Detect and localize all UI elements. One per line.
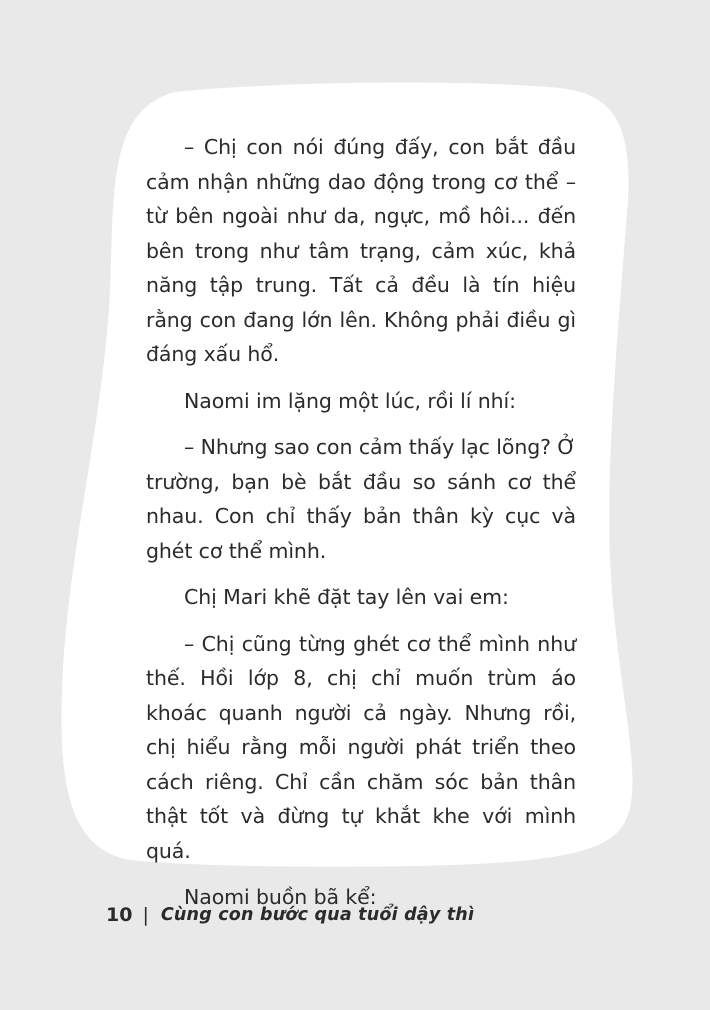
- paragraph-2: Naomi im lặng một lúc, rồi lí nhí:: [184, 388, 516, 413]
- page-footer: [106, 900, 474, 930]
- paragraph-4: Chị Mari khẽ đặt tay lên vai em:: [184, 585, 509, 609]
- body-text: [146, 130, 576, 927]
- paragraph-3: – Nhưng sao con cảm thấy lạc lõng? Ở trường, bạn bè bắt đầu so sánh cơ thể nhau. Con chỉ thấy bản thân kỳ cục và ghét cơ thể mình.: [146, 435, 576, 563]
- page-number: 10: [106, 904, 133, 926]
- book-title: Cùng con bước qua tuổi dậy thì: [160, 905, 475, 925]
- paragraph-6: Naomi buồn bã kể:: [184, 885, 377, 909]
- paragraph-5: – Chị cũng từng ghét cơ thể mình như thế. Hồi lớp 8, chị chỉ muốn trùm áo khoác quanh người cả ngày. Nhưng rồi, chị hiểu rằng mỗi người phát triển theo cách riêng. Chỉ cần chăm sóc bản thân thật tốt và đừng tự khắt khe với mình quá.: [146, 631, 576, 863]
- paragraph-1: – Chị con nói đúng đấy, con bắt đầu cảm nhận những dao động trong cơ thể – từ bên ngoài như da, ngực, mồ hôi... đến bên trong như tâm trạng, cảm xúc, khả năng tập trung. Tất cả đều là tín hiệu rằng con đang lớn lên. Không phải điều gì đáng xấu hổ.: [146, 135, 576, 366]
- footer-separator: |: [142, 904, 149, 926]
